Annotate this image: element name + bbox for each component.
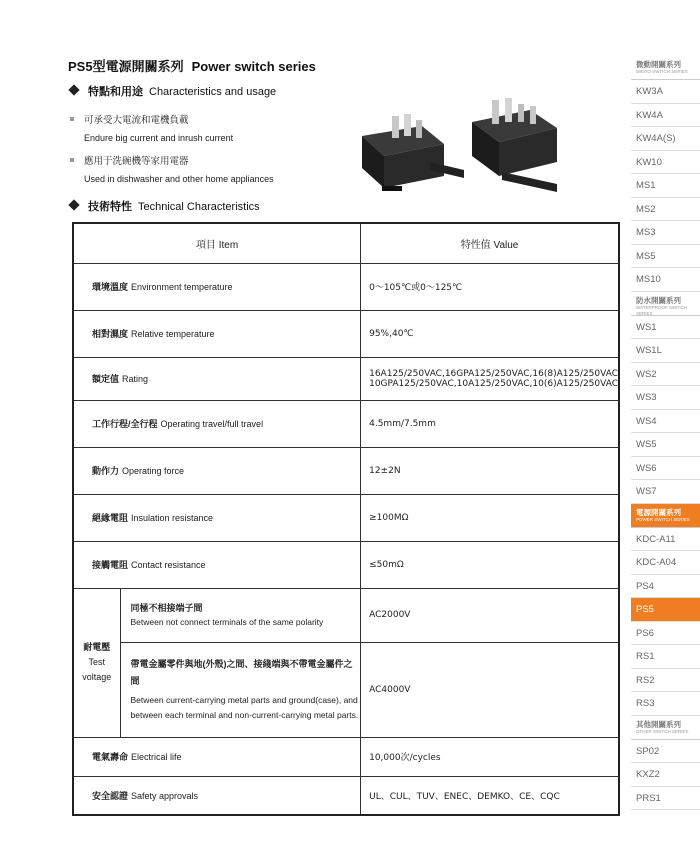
- sidebar-item-kdc-a11[interactable]: KDC-A11: [631, 528, 700, 552]
- sidebar-item-kdc-a04[interactable]: KDC-A04: [631, 551, 700, 575]
- test-voltage-label: 耐電壓 Test voltage: [73, 588, 120, 737]
- sidebar-item-rs3[interactable]: RS3: [631, 692, 700, 716]
- table-row: 絕緣電阻 Insulation resistance ≥100MΩ: [73, 494, 619, 541]
- sidebar-item-ws6[interactable]: WS6: [631, 457, 700, 481]
- sidebar-item-sp02[interactable]: SP02: [631, 740, 700, 764]
- feature-item: 應用于洗碗機等家用電器: [70, 153, 189, 167]
- features-heading: 特點和用途 Characteristics and usage: [68, 83, 276, 99]
- test-voltage-row: 耐電壓 Test voltage 同極不相接端子間 Between not connect terminals of the same polarity AC2000V: [73, 588, 619, 642]
- table-row: 電氣壽命 Electrical life 10,000次/cycles: [73, 737, 619, 776]
- title-zh: PS5型電源開關系列: [68, 59, 184, 74]
- table-row: 動作力 Operating force 12±2N: [73, 447, 619, 494]
- sidebar-group-waterproof[interactable]: 防水開關系列 WATERPROOF SWITCH SERIES: [631, 292, 700, 316]
- table-row: 安全認證 Safety approvals UL、CUL、TUV、ENEC、DEMKO、CE、CQC: [73, 776, 619, 815]
- diamond-bullet-icon: [68, 199, 79, 210]
- feature-item-en: Used in dishwasher and other home appliances: [84, 174, 274, 184]
- sidebar-item-ws3[interactable]: WS3: [631, 386, 700, 410]
- table-row: 環境溫度 Environment temperature 0～105℃或0～125℃: [73, 263, 619, 310]
- spec-table: [72, 222, 620, 816]
- table-row: 額定值 Rating 16A125/250VAC,16GPA125/250VAC,16(8)A125/250VAC 10GPA125/250VAC,10A125/250VAC,10(6)A125/250VAC: [73, 357, 619, 400]
- feature-item: 可承受大電流和電機負載: [70, 112, 189, 126]
- feature-item-en: Endure big current and inrush current: [84, 133, 234, 143]
- sidebar-item-ms10[interactable]: MS10: [631, 268, 700, 292]
- sidebar-item-rs1[interactable]: RS1: [631, 645, 700, 669]
- sidebar-item-ws7[interactable]: WS7: [631, 480, 700, 504]
- sidebar-item-ws4[interactable]: WS4: [631, 410, 700, 434]
- test-voltage-row: 帶電金屬零件與地(外殼)之間、接綫端與不帶電金屬件之間 Between current-carrying metal parts and ground(case), and between each terminal and non-current-carrying metal parts. AC4000V: [73, 642, 619, 737]
- sidebar-item-kw4a[interactable]: KW4A: [631, 104, 700, 128]
- product-photo: [352, 96, 572, 206]
- sidebar-item-kxz2[interactable]: KXZ2: [631, 763, 700, 787]
- col-header-value: 特性值 Value: [361, 223, 619, 263]
- sidebar-item-ps5[interactable]: PS5: [631, 598, 700, 622]
- sidebar-item-ms3[interactable]: MS3: [631, 221, 700, 245]
- sidebar-item-ws5[interactable]: WS5: [631, 433, 700, 457]
- switch-left: [362, 114, 464, 191]
- series-sidebar: [631, 56, 700, 810]
- sidebar-item-rs2[interactable]: RS2: [631, 669, 700, 693]
- sidebar-item-kw3a[interactable]: KW3A: [631, 80, 700, 104]
- col-header-item: 項目 Item: [73, 223, 361, 263]
- table-row: 接觸電阻 Contact resistance ≤50mΩ: [73, 541, 619, 588]
- sidebar-item-ms5[interactable]: MS5: [631, 245, 700, 269]
- sidebar-item-kw10[interactable]: KW10: [631, 151, 700, 175]
- sidebar-item-kw4a-s[interactable]: KW4A(S): [631, 127, 700, 151]
- sidebar-item-ws1[interactable]: WS1: [631, 316, 700, 340]
- sidebar-item-ws2[interactable]: WS2: [631, 363, 700, 387]
- sidebar-item-ps6[interactable]: PS6: [631, 622, 700, 646]
- sidebar-group-other[interactable]: 其他開關系列 OTHER SWITCH SERIES: [631, 716, 700, 740]
- title-en: Power switch series: [191, 59, 316, 74]
- diamond-bullet-icon: [68, 84, 79, 95]
- sidebar-item-ms1[interactable]: MS1: [631, 174, 700, 198]
- square-bullet-icon: [70, 117, 74, 121]
- sidebar-group-power[interactable]: 電源開關系列 POWER SWITCH SERIES: [631, 504, 700, 528]
- sidebar-item-ps4[interactable]: PS4: [631, 575, 700, 599]
- specs-heading: 技術特性 Technical Characteristics: [68, 198, 260, 214]
- sidebar-group-micro[interactable]: 微動開關系列 MICRO SWITCH SERIES: [631, 56, 700, 80]
- sidebar-item-ms2[interactable]: MS2: [631, 198, 700, 222]
- square-bullet-icon: [70, 158, 74, 162]
- sidebar-item-prs1[interactable]: PRS1: [631, 787, 700, 811]
- table-row: 相對濕度 Relative temperature 95%,40℃: [73, 310, 619, 357]
- table-header-row: [73, 223, 619, 263]
- switch-right: [472, 98, 557, 192]
- table-row: 工作行程/全行程 Operating travel/full travel 4.5mm/7.5mm: [73, 400, 619, 447]
- page-title: [68, 56, 316, 75]
- sidebar-item-ws1l[interactable]: WS1L: [631, 339, 700, 363]
